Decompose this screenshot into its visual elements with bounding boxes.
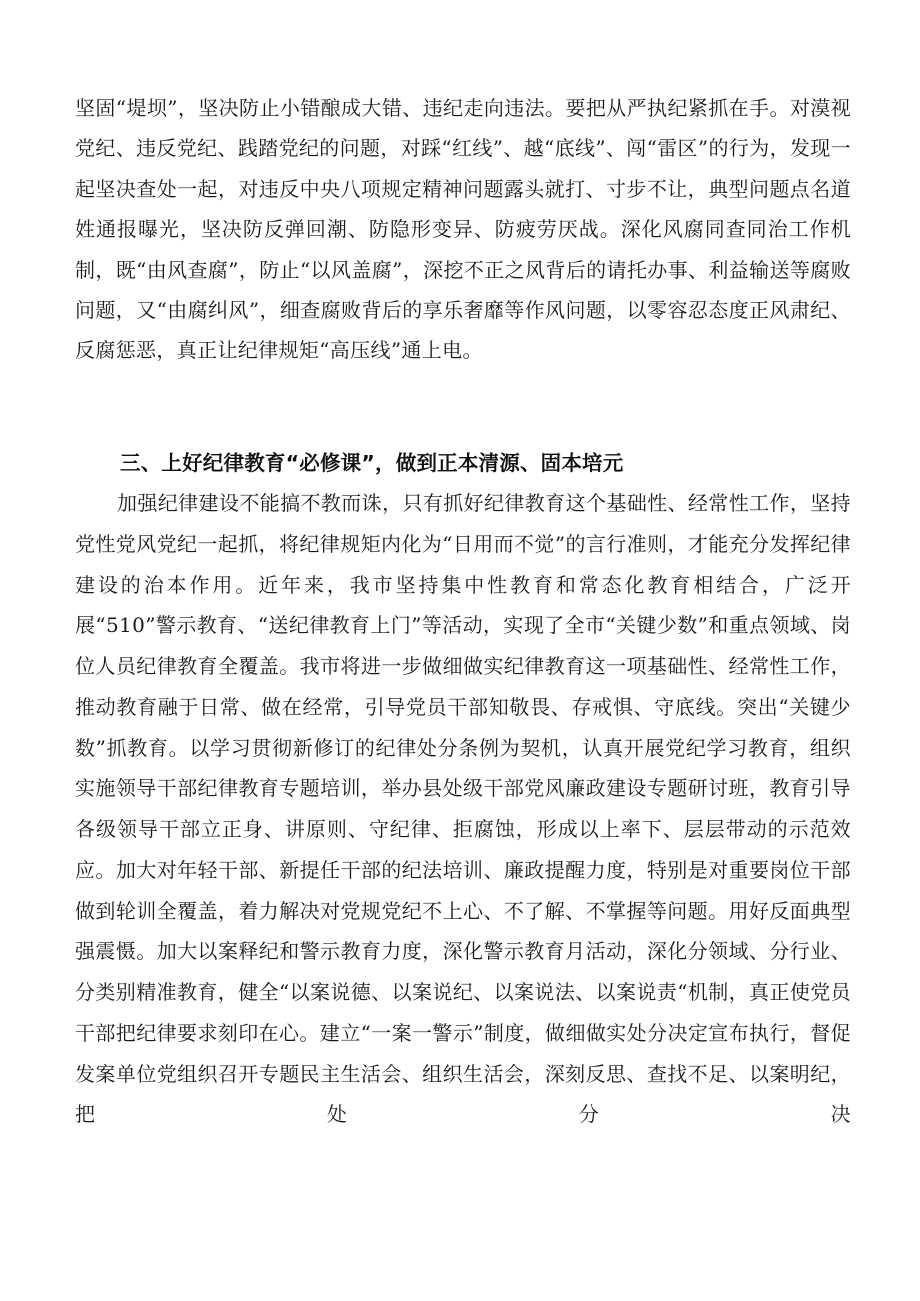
- paragraph-text: 加强纪律建设不能搞不教而诛，只有抓好纪律教育这个基础性、经常性工作，坚持党性党风党纪一起抓，将纪律规矩内化为“日用而不觉”的言行准则，才能充分发挥纪律建设的治本作用。近年来，我市坚持集中性教育和常态化教育相结合，广泛开展“510”警示教育、“送纪律教育上门”等活动，实现了全市“关键少数”和重点领域、岗位人员纪律教育全覆盖。我市将进一步做细做实纪律教育这一项基础性、经常性工作，推动教育融于日常、做在经常，引导党员干部知敬畏、存戒惧、守底线。突出“关键少数”抓教育。以学习贯彻新修订的纪律处分条例为契机，认真开展党纪学习教育，组织实施领导干部纪律教育专题培训，举办县处级干部党风廉政建设专题研讨班，教育引导各级领导干部立正身、讲原则、守纪律、拒腐蚀，形成以上率下、层层带动的示范效应。加大对年轻干部、新提任干部的纪法培训、廉政提醒力度，特别是对重要岗位干部做到轮训全覆盖，着力解决对党规党纪不上心、不了解、不掌握等问题。用好反面典型强震慑。加大以案释纪和警示教育力度，深化警示教育月活动，深化分领域、分行业、分类别精准教育，健全“以案说德、以案说纪、以案说法、以案说责“机制，真正使党员干部把纪律要求刻印在心。建立“一案一警示”制度，做细做实处分决定宣布执行，督促发案单位党组织召开专题民主生活会、组织生活会，深刻反思、查找不足、以案明纪，把处分决: [75, 491, 851, 1127]
- body-paragraph: [75, 483, 851, 1135]
- paragraph-text: 坚固“堤坝”，坚决防止小错酿成大错、违纪走向违法。要把从严执纪紧抓在手。对漠视党纪、违反党纪、践踏党纪的问题，对踩“红线”、越“底线”、闯“雷区”的行为，发现一起坚决查处一起，对违反中央八项规定精神问题露头就打、寸步不让，典型问题点名道姓通报曝光，坚决防反弹回潮、防隐形变异、防疲劳厌战。深化风腐同查同治工作机制，既“由风查腐”，防止“以风盖腐”，深挖不正之风背后的请托办事、利益输送等腐败问题，又“由腐纠风”，细查腐败背后的享乐奢靡等作风问题，以零容忍态度正风肃纪、反腐惩恶，真正让纪律规矩“高压线”通上电。: [75, 96, 851, 363]
- body-paragraph-continued: [75, 88, 851, 371]
- section-heading: 三、上好纪律教育“必修课”，做到正本清源、固本培元: [120, 451, 624, 475]
